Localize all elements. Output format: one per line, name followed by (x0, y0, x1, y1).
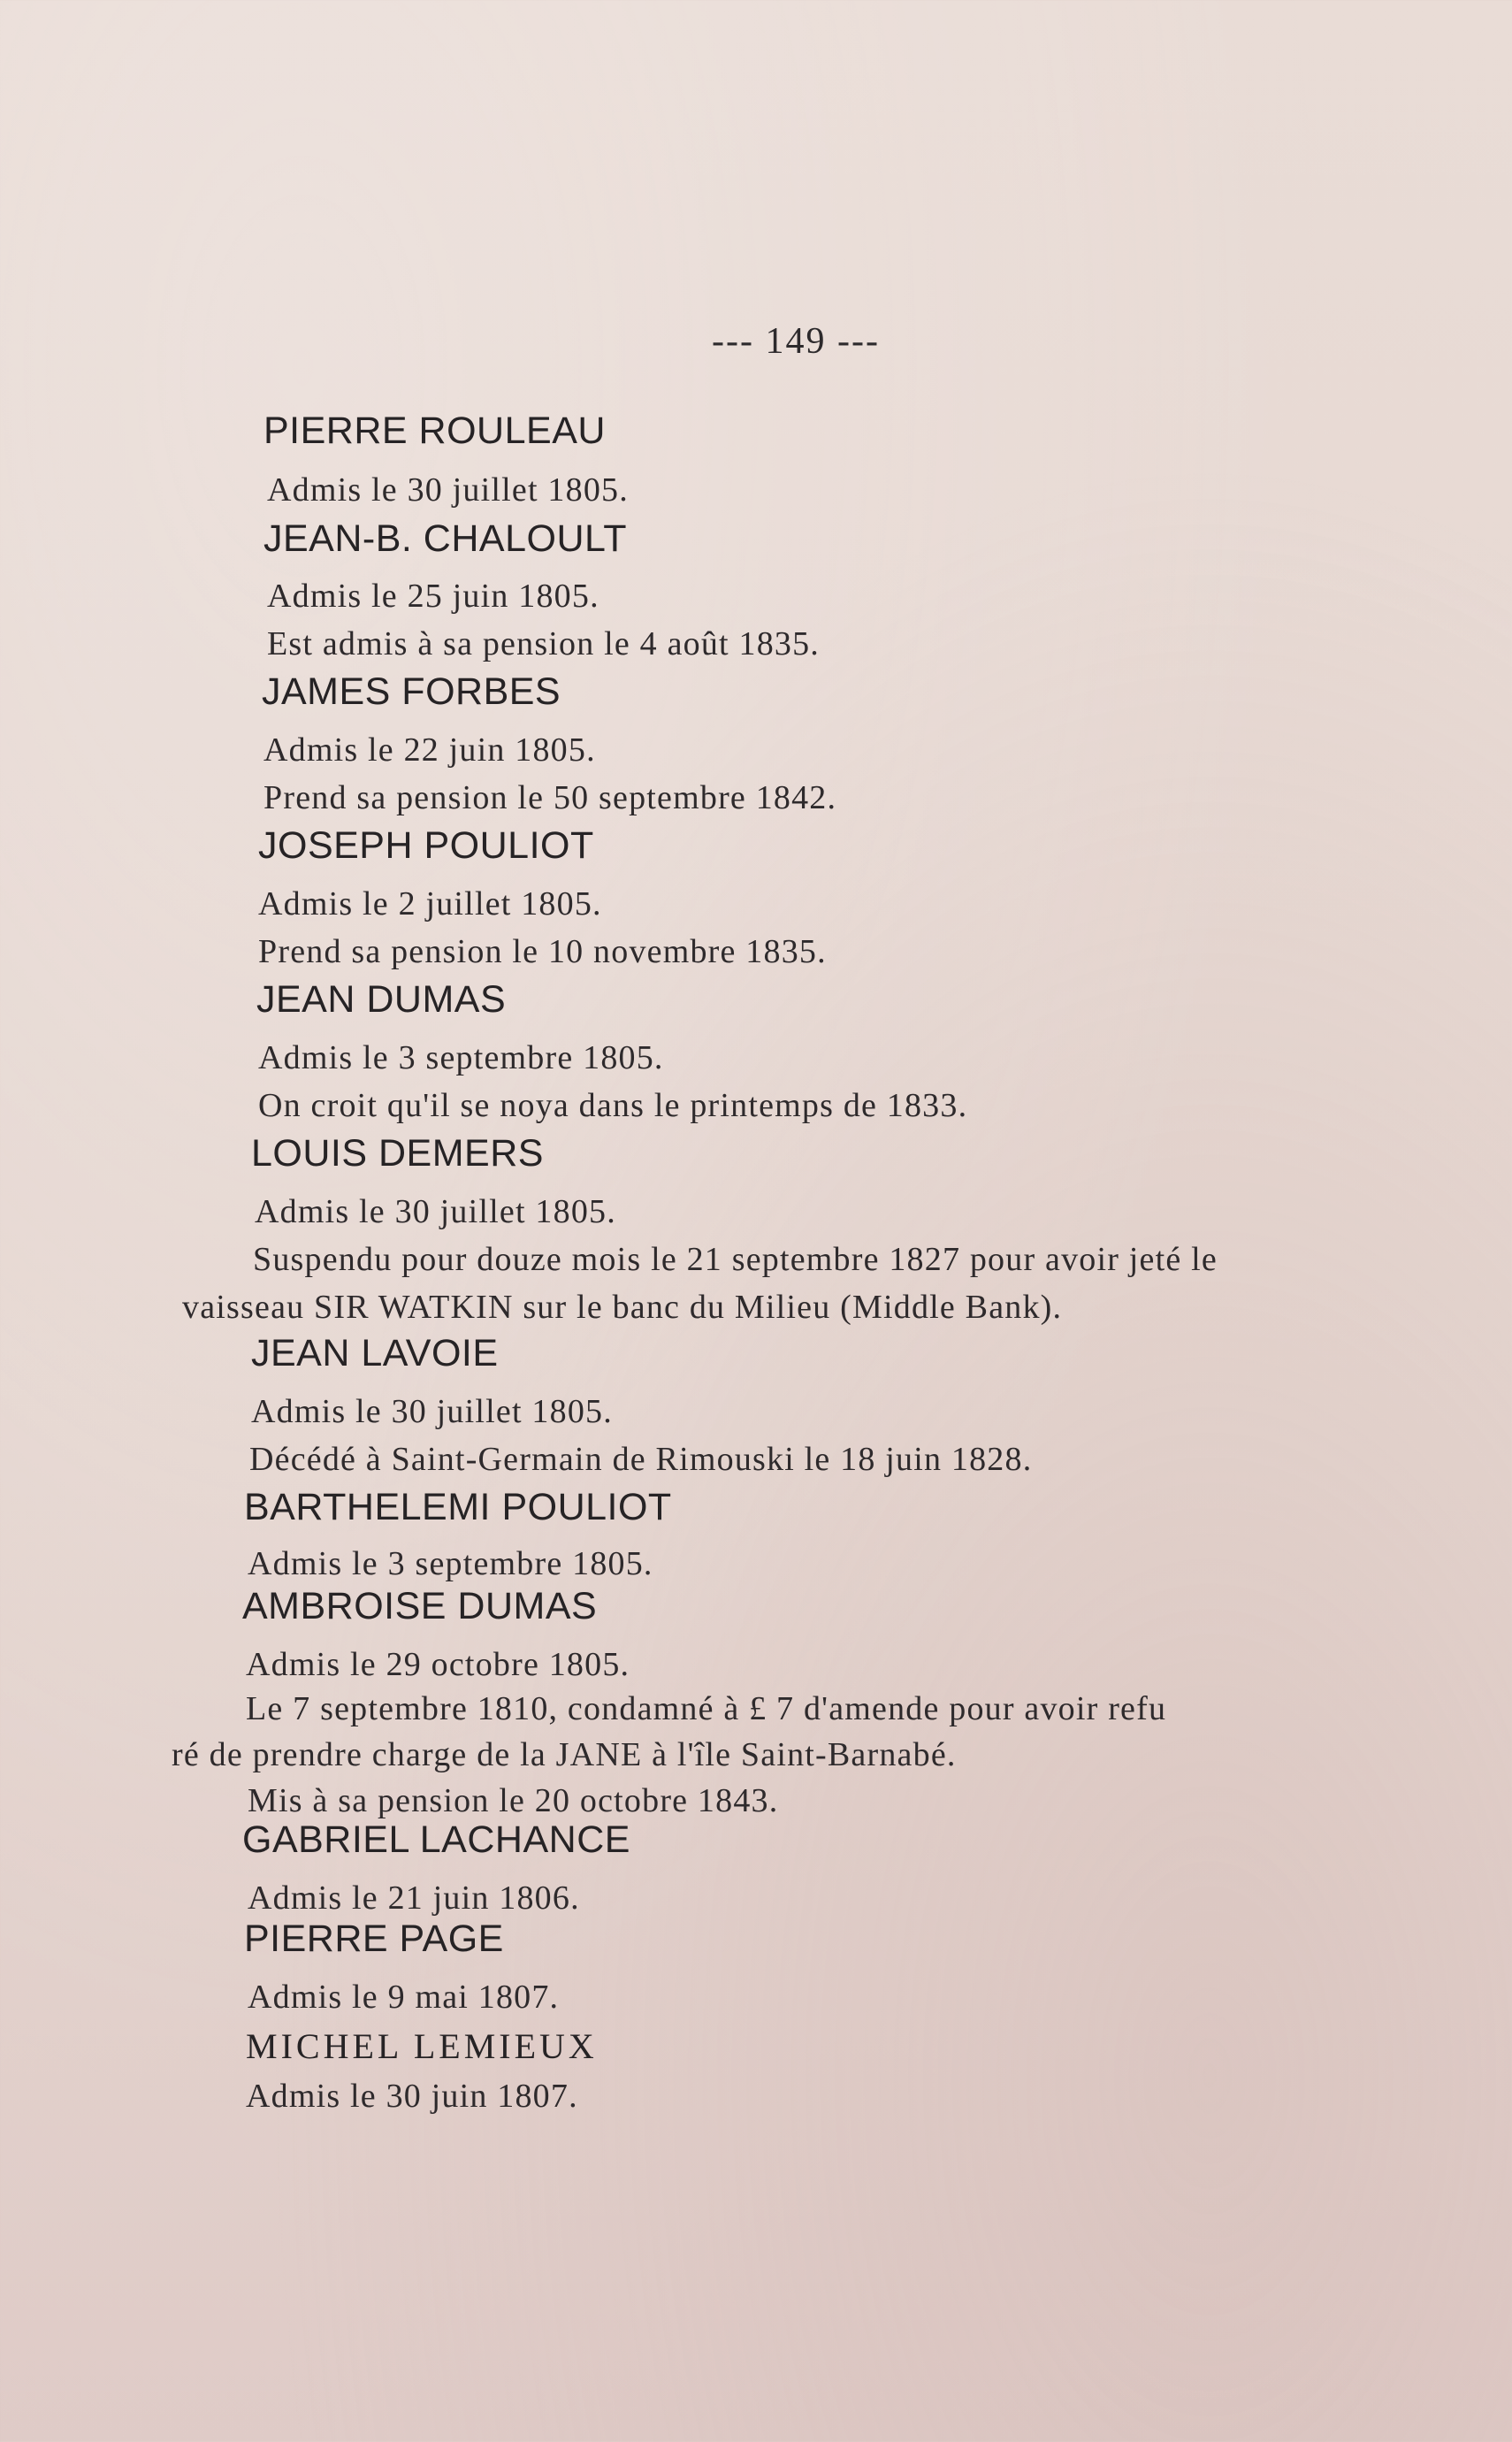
entry-line: ré de prendre charge de la JANE à l'île Saint-Barnabé. (172, 1736, 957, 1773)
entry-line: Suspendu pour douze mois le 21 septembre 1827 pour avoir jeté le (253, 1241, 1218, 1278)
entry-line: Le 7 septembre 1810, condamné à £ 7 d'amende pour avoir refu (246, 1690, 1167, 1727)
entry-line: Admis le 9 mai 1807. (248, 1979, 560, 2016)
entry-line: Admis le 3 septembre 1805. (258, 1039, 664, 1076)
entry-line: Admis le 30 juillet 1805. (251, 1393, 613, 1430)
entry-line: Admis le 29 octobre 1805. (246, 1646, 630, 1683)
page-number: --- 149 --- (712, 321, 880, 362)
entry-name: LOUIS DEMERS (251, 1132, 544, 1175)
entry-line: Admis le 22 juin 1805. (263, 731, 596, 769)
entry-line: Mis à sa pension le 20 octobre 1843. (248, 1782, 779, 1819)
entry-name: BARTHELEMI POULIOT (244, 1486, 672, 1528)
entry-name: AMBROISE DUMAS (242, 1585, 598, 1627)
entry-line: Admis le 3 septembre 1805. (248, 1545, 653, 1582)
entry-name: JOSEPH POULIOT (258, 824, 594, 867)
entry-line: Admis le 21 juin 1806. (248, 1879, 580, 1917)
entry-name: PIERRE PAGE (244, 1918, 504, 1960)
entry-line: On croit qu'il se noya dans le printemps de 1833. (258, 1087, 968, 1124)
entry-line: Admis le 2 juillet 1805. (258, 885, 602, 922)
entry-name: PIERRE ROULEAU (263, 410, 606, 452)
entry-line: Admis le 30 juin 1807. (246, 2078, 578, 2115)
entry-line: Prend sa pension le 10 novembre 1835. (258, 933, 827, 970)
entry-name: JEAN-B. CHALOULT (263, 517, 627, 560)
entry-line: Admis le 30 juillet 1805. (255, 1193, 616, 1230)
entry-line: Admis le 30 juillet 1805. (267, 471, 629, 509)
entry-name: JEAN DUMAS (256, 978, 507, 1021)
entry-name: GABRIEL LACHANCE (242, 1818, 630, 1861)
entry-line: vaisseau SIR WATKIN sur le banc du Milieu (Middle Bank). (182, 1289, 1063, 1326)
entry-line: Est admis à sa pension le 4 août 1835. (267, 625, 821, 662)
entry-name: JAMES FORBES (262, 670, 561, 713)
entry-line: Admis le 25 juin 1805. (267, 578, 599, 615)
entry-name: MICHEL LEMIEUX (246, 2026, 598, 2066)
entry-name: JEAN LAVOIE (251, 1332, 499, 1374)
entry-line: Prend sa pension le 50 septembre 1842. (263, 779, 837, 816)
entry-line: Décédé à Saint-Germain de Rimouski le 18 juin 1828. (249, 1441, 1033, 1478)
